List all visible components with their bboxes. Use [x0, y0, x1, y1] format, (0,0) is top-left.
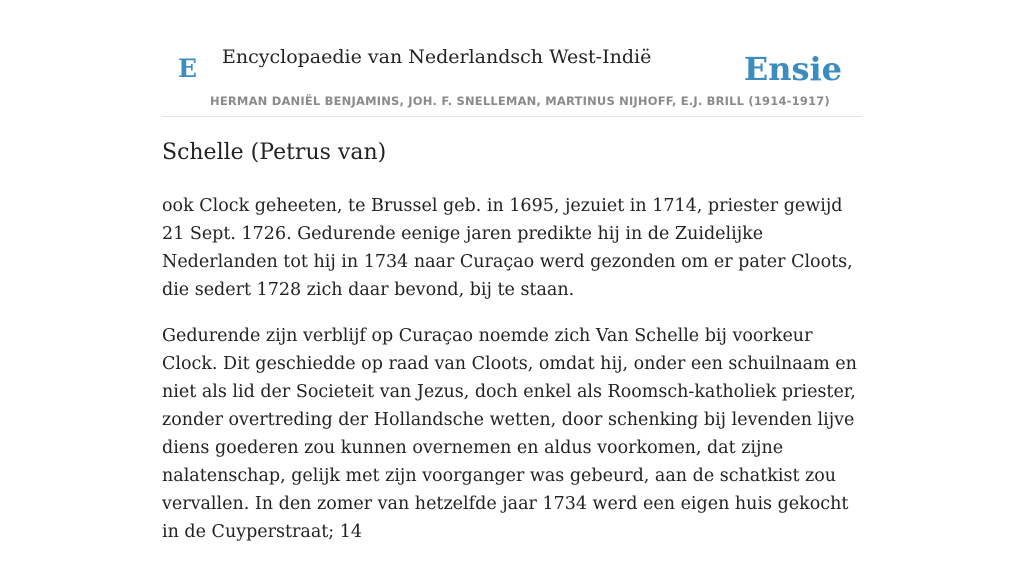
- brand-logo[interactable]: Ensie: [743, 50, 842, 88]
- paragraph: ook Clock geheeten, te Brussel geb. in 1695, jezuiet in 1714, priester gewijd 21 Sept. 1726. Gedurende eenige jaren predikte hij in de Zuidelijke Nederlanden tot hij in 1734 naar Curaçao werd gezonden om er pater Cloots, die sedert 1728 zich daar bevond, bij te staan.: [162, 196, 853, 300]
- logo-icon[interactable]: E: [178, 54, 198, 83]
- article-body: [162, 192, 862, 564]
- page-title: Schelle (Petrus van): [162, 140, 387, 165]
- paragraph: Gedurende zijn verblijf op Curaçao noemde zich Van Schelle bij voorkeur Clock. Dit geschiedde op raad van Cloots, omdat hij, onder een schuilnaam en niet als lid der Societeit van Jezus, doch enkel als Roomsch-katholiek priester, zonder overtreding der Hollandsche wetten, door schenking bij levenden lijve diens goederen zou kunnen overnemen en aldus voorkomen, dat zijne nalatenschap, gelijk met zijn voorganger was gebeurd, aan de schatkist zou vervallen. In den zomer van hetzelfde jaar 1734 werd een eigen huis gekocht in de Cuyperstraat; 14: [162, 326, 857, 542]
- header: [162, 0, 862, 117]
- article-card: [162, 0, 862, 542]
- book-title[interactable]: Encyclopaedie van Nederlandsch West-Indië: [222, 46, 652, 68]
- authors-line: HERMAN DANIËL BENJAMINS, JOH. F. SNELLEMAN, MARTINUS NIJHOFF, E.J. BRILL (1914-1917): [210, 94, 830, 108]
